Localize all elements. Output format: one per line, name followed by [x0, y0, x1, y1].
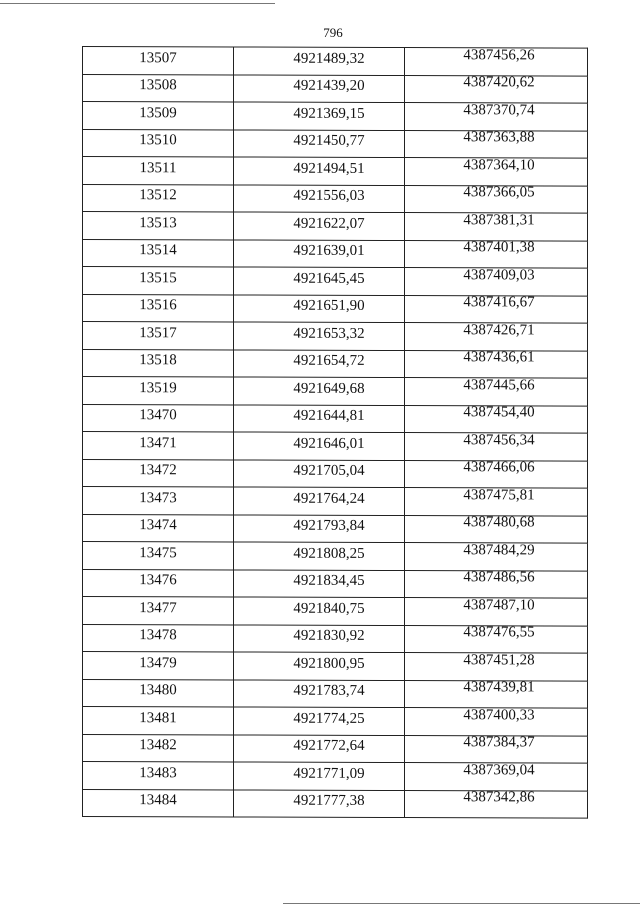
point-number-cell	[83, 734, 234, 762]
x-coordinate-cell	[234, 322, 405, 350]
point-number-cell	[83, 707, 234, 735]
x-coordinate-cell	[234, 432, 405, 460]
y-coordinate-value: 4387363,88	[463, 129, 535, 146]
point-number-value: 13510	[139, 132, 177, 149]
table-row	[83, 404, 588, 433]
y-coordinate-cell	[405, 625, 588, 653]
table-row	[83, 294, 588, 323]
x-coordinate-value: 4921654,72	[293, 352, 365, 370]
x-coordinate-value: 4921450,77	[293, 132, 365, 150]
x-coordinate-cell	[234, 487, 405, 515]
table-body	[83, 47, 588, 819]
point-number-value: 13478	[139, 627, 177, 644]
table-row	[83, 432, 588, 461]
y-coordinate-cell	[405, 653, 588, 681]
x-coordinate-value: 4921645,45	[293, 270, 365, 287]
x-coordinate-cell	[234, 267, 405, 295]
point-number-value: 13517	[139, 324, 177, 342]
x-coordinate-cell	[234, 47, 405, 75]
y-coordinate-value: 4387456,26	[463, 46, 535, 64]
x-coordinate-cell	[234, 239, 405, 267]
point-number-cell	[83, 432, 234, 460]
top-rule	[0, 3, 275, 4]
y-coordinate-value: 4387487,10	[463, 596, 535, 614]
x-coordinate-value: 4921830,92	[293, 627, 365, 645]
point-number-value: 13470	[139, 407, 177, 424]
point-number-cell	[83, 597, 234, 625]
point-number-cell	[83, 569, 234, 597]
point-number-value: 13481	[139, 709, 177, 727]
point-number-cell	[83, 459, 234, 487]
point-number-cell	[83, 542, 234, 570]
point-number-value: 13512	[139, 187, 177, 204]
y-coordinate-cell	[405, 488, 588, 516]
table-row	[83, 102, 588, 131]
y-coordinate-cell	[405, 763, 588, 791]
table-row	[83, 459, 588, 488]
y-coordinate-cell	[405, 103, 588, 131]
x-coordinate-value: 4921783,74	[293, 682, 365, 700]
x-coordinate-value: 4921494,51	[293, 160, 365, 177]
x-coordinate-cell	[234, 542, 405, 570]
point-number-cell	[83, 212, 234, 240]
table-row	[83, 514, 588, 543]
page-number: 796	[323, 25, 343, 40]
x-coordinate-value: 4921772,64	[293, 737, 365, 755]
point-number-value: 13483	[139, 764, 177, 782]
point-number-cell	[83, 404, 234, 432]
x-coordinate-cell	[234, 102, 405, 130]
x-coordinate-cell	[234, 624, 405, 652]
x-coordinate-cell	[234, 569, 405, 597]
point-number-value: 13484	[139, 792, 177, 809]
y-coordinate-value: 4387456,34	[463, 431, 535, 449]
table-row	[83, 129, 588, 158]
point-number-value: 13516	[139, 297, 177, 314]
point-number-cell	[83, 47, 234, 75]
y-coordinate-cell	[405, 158, 588, 186]
x-coordinate-value: 4921644,81	[293, 407, 365, 425]
point-number-cell	[83, 652, 234, 680]
table-row	[83, 239, 588, 268]
point-number-cell	[83, 74, 234, 102]
table-row	[83, 212, 588, 241]
point-number-value: 13515	[139, 269, 177, 287]
y-coordinate-value: 4387480,68	[463, 514, 535, 531]
y-coordinate-value: 4387409,03	[463, 266, 535, 284]
point-number-cell	[83, 239, 234, 267]
y-coordinate-cell	[405, 460, 588, 488]
x-coordinate-value: 4921705,04	[293, 462, 365, 480]
table-row	[83, 157, 588, 186]
x-coordinate-value: 4921771,09	[293, 765, 365, 782]
y-coordinate-value: 4387475,81	[463, 486, 535, 504]
x-coordinate-value: 4921646,01	[293, 435, 365, 452]
point-number-value: 13474	[139, 517, 177, 534]
x-coordinate-value: 4921777,38	[293, 792, 365, 810]
point-number-value: 13508	[139, 77, 177, 94]
point-number-cell	[83, 789, 234, 817]
y-coordinate-cell	[405, 790, 588, 818]
x-coordinate-cell	[234, 349, 405, 377]
point-number-value: 13514	[139, 242, 177, 259]
x-coordinate-cell	[234, 789, 405, 817]
y-coordinate-value: 4387381,31	[463, 211, 535, 229]
x-coordinate-cell	[234, 129, 405, 157]
point-number-cell	[83, 762, 234, 790]
x-coordinate-cell	[234, 734, 405, 762]
table-row	[83, 789, 588, 818]
point-number-value: 13482	[139, 737, 177, 754]
point-number-cell	[83, 487, 234, 515]
y-coordinate-value: 4387369,04	[463, 761, 535, 779]
y-coordinate-value: 4387364,10	[463, 156, 535, 174]
x-coordinate-cell	[234, 762, 405, 790]
x-coordinate-cell	[234, 377, 405, 405]
point-number-cell	[83, 157, 234, 185]
y-coordinate-value: 4387466,06	[463, 459, 535, 476]
point-number-value: 13507	[139, 49, 177, 67]
y-coordinate-value: 4387342,86	[463, 789, 535, 806]
y-coordinate-cell	[405, 543, 588, 571]
x-coordinate-value: 4921489,32	[293, 50, 365, 67]
x-coordinate-value: 4921439,20	[293, 77, 365, 95]
point-number-value: 13472	[139, 462, 177, 479]
y-coordinate-cell	[405, 515, 588, 543]
table-row	[83, 624, 588, 653]
table-row	[83, 542, 588, 571]
y-coordinate-cell	[405, 75, 588, 103]
y-coordinate-cell	[405, 708, 588, 736]
y-coordinate-value: 4387401,38	[463, 239, 535, 256]
x-coordinate-value: 4921653,32	[293, 325, 365, 342]
x-coordinate-cell	[234, 294, 405, 322]
x-coordinate-cell	[234, 652, 405, 680]
y-coordinate-cell	[405, 433, 588, 461]
point-number-cell	[83, 294, 234, 322]
y-coordinate-value: 4387484,29	[463, 541, 535, 559]
x-coordinate-value: 4921369,15	[293, 105, 365, 122]
x-coordinate-cell	[234, 212, 405, 240]
x-coordinate-cell	[234, 459, 405, 487]
table-row	[83, 267, 588, 296]
y-coordinate-value: 4387486,56	[463, 569, 535, 586]
x-coordinate-cell	[234, 679, 405, 707]
point-number-value: 13471	[139, 434, 177, 452]
x-coordinate-cell	[234, 74, 405, 102]
point-number-value: 13476	[139, 572, 177, 589]
y-coordinate-cell	[405, 213, 588, 241]
y-coordinate-cell	[405, 735, 588, 763]
x-coordinate-cell	[234, 184, 405, 212]
point-number-cell	[83, 184, 234, 212]
point-number-cell	[83, 679, 234, 707]
coordinates-table-wrapper	[82, 46, 584, 819]
y-coordinate-value: 4387439,81	[463, 679, 535, 696]
table-row	[83, 487, 588, 516]
x-coordinate-value: 4921622,07	[293, 215, 365, 232]
table-row	[83, 47, 588, 76]
point-number-value: 13511	[139, 159, 177, 177]
y-coordinate-cell	[405, 268, 588, 296]
point-number-value: 13513	[139, 214, 177, 232]
x-coordinate-value: 4921808,25	[293, 545, 365, 562]
x-coordinate-value: 4921793,84	[293, 517, 365, 535]
y-coordinate-cell	[405, 350, 588, 378]
x-coordinate-cell	[234, 597, 405, 625]
x-coordinate-value: 4921649,68	[293, 380, 365, 397]
point-number-value: 13479	[139, 654, 177, 672]
table-row	[83, 707, 588, 736]
point-number-value: 13473	[139, 489, 177, 507]
y-coordinate-cell	[405, 130, 588, 158]
x-coordinate-value: 4921651,90	[293, 297, 365, 315]
coordinates-table	[82, 46, 588, 819]
y-coordinate-value: 4387420,62	[463, 74, 535, 91]
y-coordinate-value: 4387436,61	[463, 349, 535, 366]
point-number-cell	[83, 624, 234, 652]
point-number-cell	[83, 514, 234, 542]
x-coordinate-cell	[234, 157, 405, 185]
point-number-value: 13519	[139, 379, 177, 397]
y-coordinate-cell	[405, 240, 588, 268]
table-row	[83, 74, 588, 103]
table-row	[83, 322, 588, 351]
point-number-cell	[83, 377, 234, 405]
table-row	[83, 652, 588, 681]
table-row	[83, 762, 588, 791]
point-number-cell	[83, 267, 234, 295]
x-coordinate-cell	[234, 707, 405, 735]
table-row	[83, 569, 588, 598]
x-coordinate-cell	[234, 514, 405, 542]
table-row	[83, 734, 588, 763]
table-row	[83, 184, 588, 213]
y-coordinate-cell	[405, 295, 588, 323]
point-number-value: 13518	[139, 352, 177, 369]
table-row	[83, 377, 588, 406]
table-row	[83, 679, 588, 708]
x-coordinate-value: 4921556,03	[293, 187, 365, 205]
point-number-cell	[83, 102, 234, 130]
x-coordinate-value: 4921800,95	[293, 655, 365, 672]
point-number-value: 13480	[139, 682, 177, 699]
y-coordinate-value: 4387451,28	[463, 651, 535, 669]
y-coordinate-value: 4387384,37	[463, 734, 535, 751]
y-coordinate-value: 4387476,55	[463, 624, 535, 641]
point-number-cell	[83, 349, 234, 377]
table-row	[83, 597, 588, 626]
y-coordinate-value: 4387454,40	[463, 404, 535, 421]
y-coordinate-cell	[405, 323, 588, 351]
y-coordinate-value: 4387416,67	[463, 294, 535, 311]
table-row	[83, 349, 588, 378]
y-coordinate-value: 4387366,05	[463, 184, 535, 201]
bottom-rule	[283, 903, 640, 904]
point-number-value: 13475	[139, 544, 177, 562]
x-coordinate-value: 4921764,24	[293, 490, 365, 507]
y-coordinate-cell	[405, 680, 588, 708]
y-coordinate-value: 4387426,71	[463, 321, 535, 339]
y-coordinate-cell	[405, 570, 588, 598]
y-coordinate-cell	[405, 598, 588, 626]
y-coordinate-value: 4387445,66	[463, 376, 535, 394]
y-coordinate-value: 4387400,33	[463, 706, 535, 724]
y-coordinate-cell	[405, 405, 588, 433]
point-number-value: 13477	[139, 599, 177, 617]
x-coordinate-value: 4921774,25	[293, 710, 365, 727]
y-coordinate-cell	[405, 185, 588, 213]
point-number-cell	[83, 129, 234, 157]
x-coordinate-value: 4921840,75	[293, 600, 365, 617]
y-coordinate-cell	[405, 48, 588, 76]
point-number-cell	[83, 322, 234, 350]
y-coordinate-value: 4387370,74	[463, 101, 535, 119]
x-coordinate-value: 4921834,45	[293, 572, 365, 590]
y-coordinate-cell	[405, 378, 588, 406]
x-coordinate-value: 4921639,01	[293, 242, 365, 260]
x-coordinate-cell	[234, 404, 405, 432]
point-number-value: 13509	[139, 104, 177, 122]
